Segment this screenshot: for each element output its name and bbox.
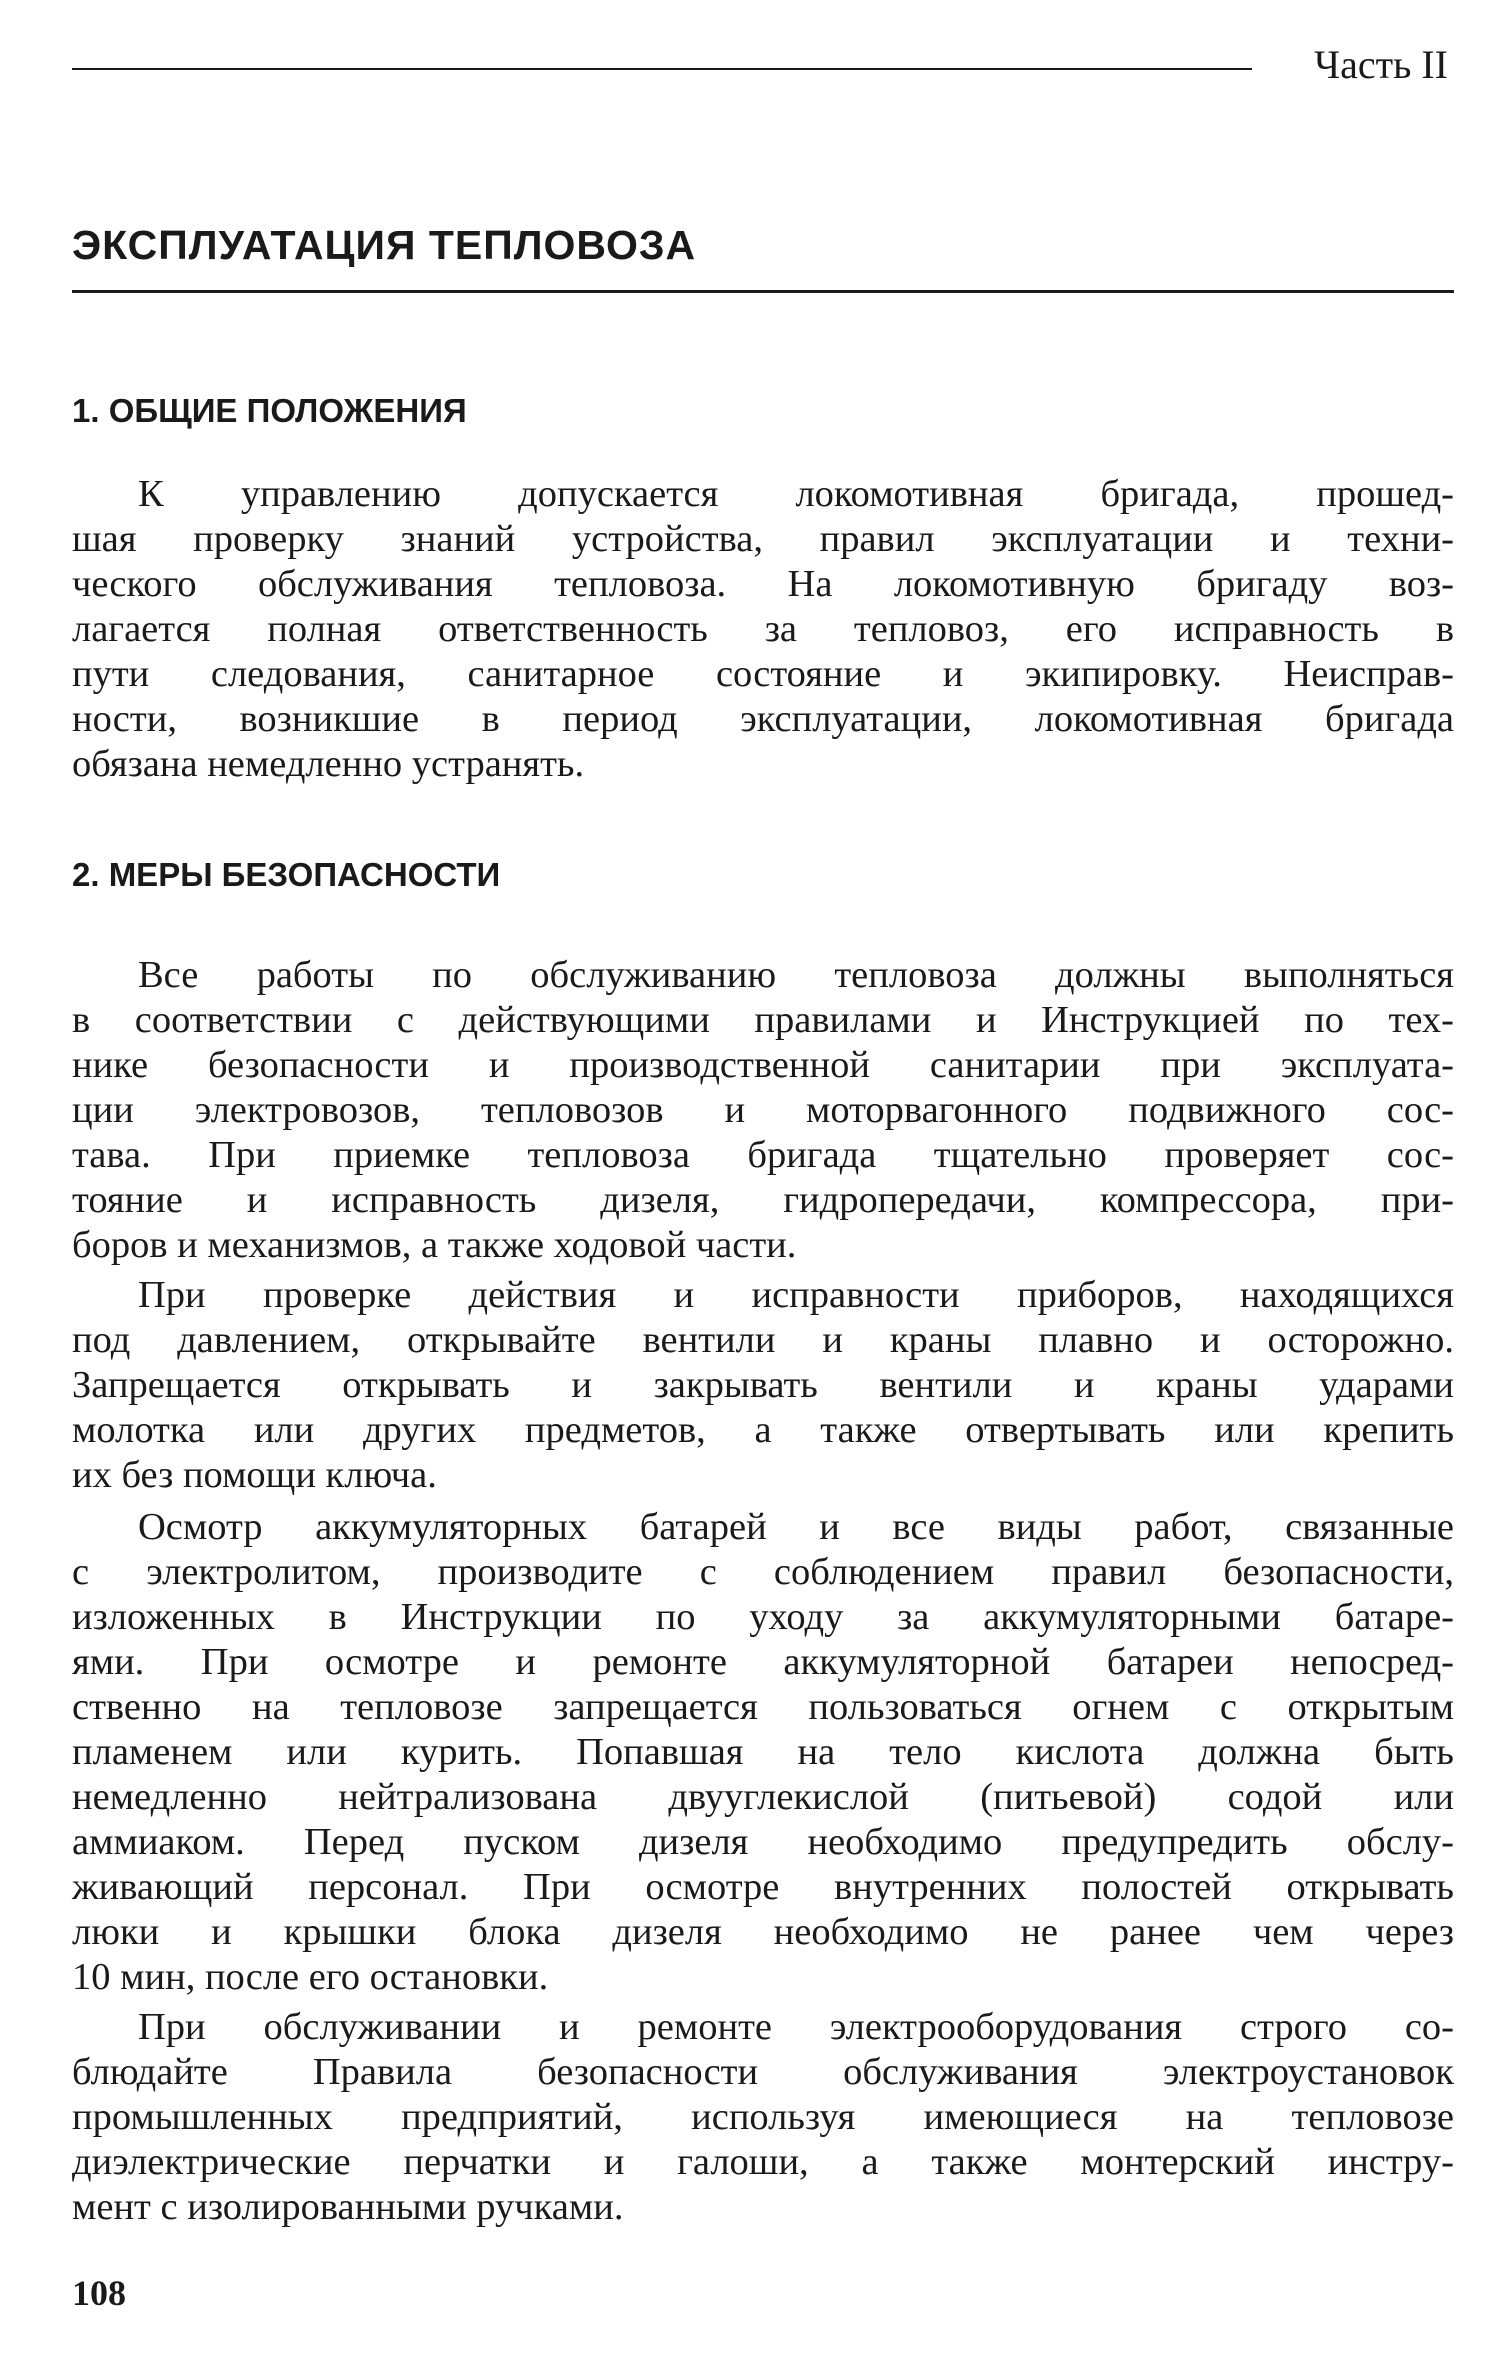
text-line: ями. При осмотре и ремонте аккумуляторной батареи непосред- [72, 1641, 1454, 1683]
text-line: нике безопасности и производственной санитарии при эксплуата- [72, 1044, 1454, 1086]
text-line: 10 мин, после его остановки. [72, 1956, 549, 1998]
text-line: пути следования, санитарное состояние и экипировку. Неисправ- [72, 653, 1454, 695]
paragraph-safety-general [72, 953, 1454, 1268]
text-line: боров и механизмов, а также ходовой части. [72, 1224, 797, 1266]
text-line: аммиаком. Перед пуском дизеля необходимо предупредить обслу- [72, 1821, 1454, 1863]
text-line: ции электровозов, тепловозов и моторвагонного подвижного сос- [72, 1089, 1454, 1131]
text-line: При обслуживании и ремонте электрооборудования строго со- [138, 2006, 1454, 2048]
chapter-title: ЭКСПЛУАТАЦИЯ ТЕПЛОВОЗА [72, 222, 697, 268]
section-heading-general: 1. ОБЩИЕ ПОЛОЖЕНИЯ [72, 392, 467, 429]
text-line: Все работы по обслуживанию тепловоза должны выполняться [138, 954, 1454, 996]
text-line: блюдайте Правила безопасности обслуживания электроустановок [72, 2051, 1454, 2093]
text-line: молотка или других предметов, а также отвертывать или крепить [72, 1409, 1454, 1451]
text-line: тояние и исправность дизеля, гидропередачи, компрессора, при- [72, 1179, 1454, 1221]
header-rule [72, 68, 1252, 70]
paragraph-batteries [72, 1505, 1454, 2000]
text-line: обязана немедленно устранять. [72, 743, 585, 785]
text-line: ственно на тепловозе запрещается пользоваться огнем с открытым [72, 1686, 1454, 1728]
paragraph-electrical-equipment [72, 2005, 1454, 2230]
text-line: Запрещается открывать и закрывать вентили и краны ударами [72, 1364, 1454, 1406]
text-line: ности, возникшие в период эксплуатации, локомотивная бригада [72, 698, 1454, 740]
paragraph-general-provisions [72, 472, 1454, 787]
text-line: К управлению допускается локомотивная бригада, прошед- [138, 473, 1454, 515]
running-header [72, 40, 1448, 90]
text-line: промышленных предприятий, используя имеющиеся на тепловозе [72, 2096, 1454, 2138]
text-line: лагается полная ответственность за тепловоз, его исправность в [72, 608, 1454, 650]
text-line: люки и крышки блока дизеля необходимо не ранее чем через [72, 1911, 1454, 1953]
text-line: под давлением, открывайте вентили и краны плавно и осторожно. [72, 1319, 1454, 1361]
text-line: диэлектрические перчатки и галоши, а также монтерский инстру- [72, 2141, 1454, 2183]
text-line: При проверке действия и исправности приборов, находящихся [138, 1274, 1454, 1316]
text-line: шая проверку знаний устройства, правил эксплуатации и техни- [72, 518, 1454, 560]
text-line: в соответствии с действующими правилами и Инструкцией по тех- [72, 999, 1454, 1041]
text-line: тава. При приемке тепловоза бригада тщательно проверяет сос- [72, 1134, 1454, 1176]
text-line: живающий персонал. При осмотре внутренних полостей открывать [72, 1866, 1454, 1908]
text-line: пламенем или курить. Попавшая на тело кислота должна быть [72, 1731, 1454, 1773]
page-number: 108 [72, 2273, 126, 2313]
text-line: их без помощи ключа. [72, 1454, 437, 1496]
paragraph-pressure-devices [72, 1273, 1454, 1498]
part-label: Часть II [1314, 42, 1448, 87]
section-heading-safety: 2. МЕРЫ БЕЗОПАСНОСТИ [72, 856, 501, 893]
chapter-rule [72, 290, 1454, 293]
text-line: изложенных в Инструкции по уходу за аккумуляторными батаре- [72, 1596, 1454, 1638]
text-line: ческого обслуживания тепловоза. На локомотивную бригаду воз- [72, 563, 1454, 605]
text-line: немедленно нейтрализована двууглекислой (питьевой) содой или [72, 1776, 1454, 1818]
text-line: Осмотр аккумуляторных батарей и все виды работ, связанные [138, 1506, 1454, 1548]
text-line: с электролитом, производите с соблюдением правил безопасности, [72, 1551, 1454, 1593]
text-line: мент с изолированными ручками. [72, 2186, 624, 2228]
